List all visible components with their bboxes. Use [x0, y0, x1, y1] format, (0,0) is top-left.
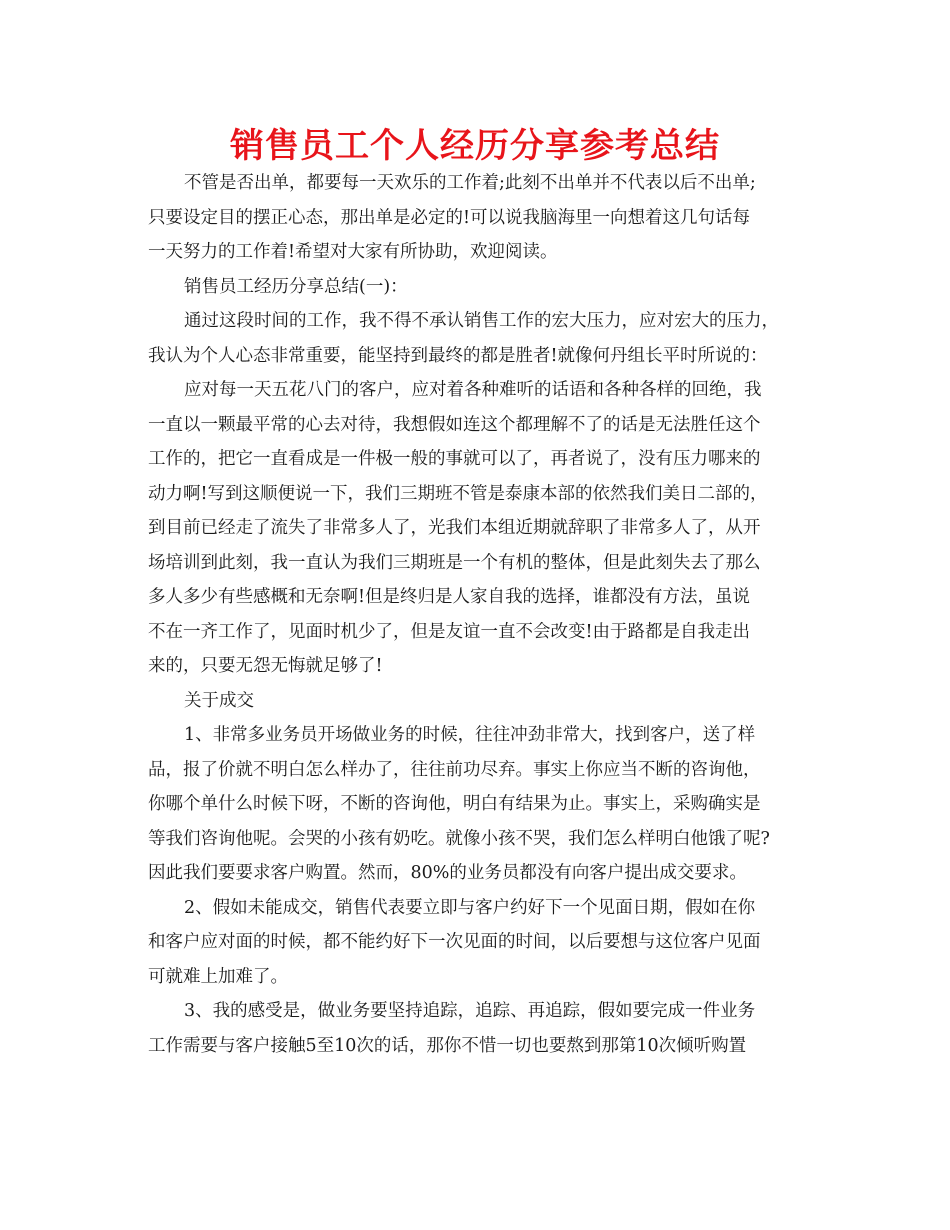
body-line: 通过这段时间的工作，我不得不承认销售工作的宏大压力，应对宏大的压力，	[184, 311, 779, 331]
body-line: 不在一齐工作了，见面时机少了，但是友谊一直不会改变!由于路都是自我走出	[148, 621, 751, 642]
body-line: 2、假如未能成交，销售代表要立即与客户约好下一个见面日期，假如在你	[184, 897, 756, 918]
body-line: 工作需要与客户接触5至10次的话，那你不惜一切也要熬到那第10次倾听购置	[148, 1035, 747, 1056]
body-line: 场培训到此刻，我一直认为我们三期班是一个有机的整体，但是此刻失去了那么	[148, 552, 761, 573]
body-line: 销售员工经历分享总结(一)：	[184, 276, 408, 297]
document-title: 销售员工个人经历分享参考总结	[230, 126, 720, 166]
body-line: 不管是否出单，都要每一天欢乐的工作着;此刻不出单并不代表以后不出单;	[184, 173, 756, 193]
body-line: 一直以一颗最平常的心去对待，我想假如连这个都理解不了的话是无法胜任这个	[148, 414, 761, 435]
document-body	[148, 166, 828, 1063]
body-line: 我认为个人心态非常重要，能坚持到最终的都是胜者!就像何丹组长平时所说的：	[148, 345, 768, 366]
body-line: 1、非常多业务员开场做业务的时候，往往冲劲非常大，找到客户，送了样	[184, 725, 756, 745]
body-line: 一天努力的工作着!希望对大家有所协助，欢迎阅读。	[148, 242, 558, 262]
body-line: 你哪个单什么时候下呀，不断的咨询他，明白有结果为止。事实上，采购确实是	[148, 794, 761, 814]
body-line: 工作的，把它一直看成是一件极一般的事就可以了，再者说了，没有压力哪来的	[148, 449, 761, 469]
body-line: 多人多少有些感概和无奈啊!但是终归是人家自我的选择，谁都没有方法，虽说	[148, 587, 751, 607]
body-line: 关于成交	[184, 690, 254, 711]
body-line: 可就难上加难了。	[148, 966, 288, 987]
body-line: 来的，只要无怨无悔就足够了!	[148, 656, 383, 676]
body-line: 3、我的感受是，做业务要坚持追踪，追踪、再追踪，假如要完成一件业务	[184, 1001, 756, 1021]
body-line: 到目前已经走了流失了非常多人了，光我们本组近期就辞职了非常多人了，从开	[148, 518, 761, 538]
body-line: 只要设定目的摆正心态，那出单是必定的!可以说我脑海里一向想着这几句话每	[148, 207, 751, 228]
body-line: 因此我们要要求客户购置。然而，80%的业务员都没有向客户提出成交要求。	[148, 863, 747, 883]
body-line: 和客户应对面的时候，都不能约好下一次见面的时间，以后要想与这位客户见面	[148, 932, 761, 952]
body-line: 应对每一天五花八门的客户，应对着各种难听的话语和各种各样的回绝，我	[184, 380, 762, 400]
body-line: 动力啊!写到这顺便说一下，我们三期班不管是泰康本部的依然我们美日二部的，	[148, 483, 768, 504]
body-line: 品，报了价就不明白怎么样办了，往往前功尽弃。事实上你应当不断的咨询他，	[148, 759, 761, 780]
body-line: 等我们咨询他呢。会哭的小孩有奶吃。就像小孩不哭，我们怎么样明白他饿了呢?	[148, 828, 770, 849]
